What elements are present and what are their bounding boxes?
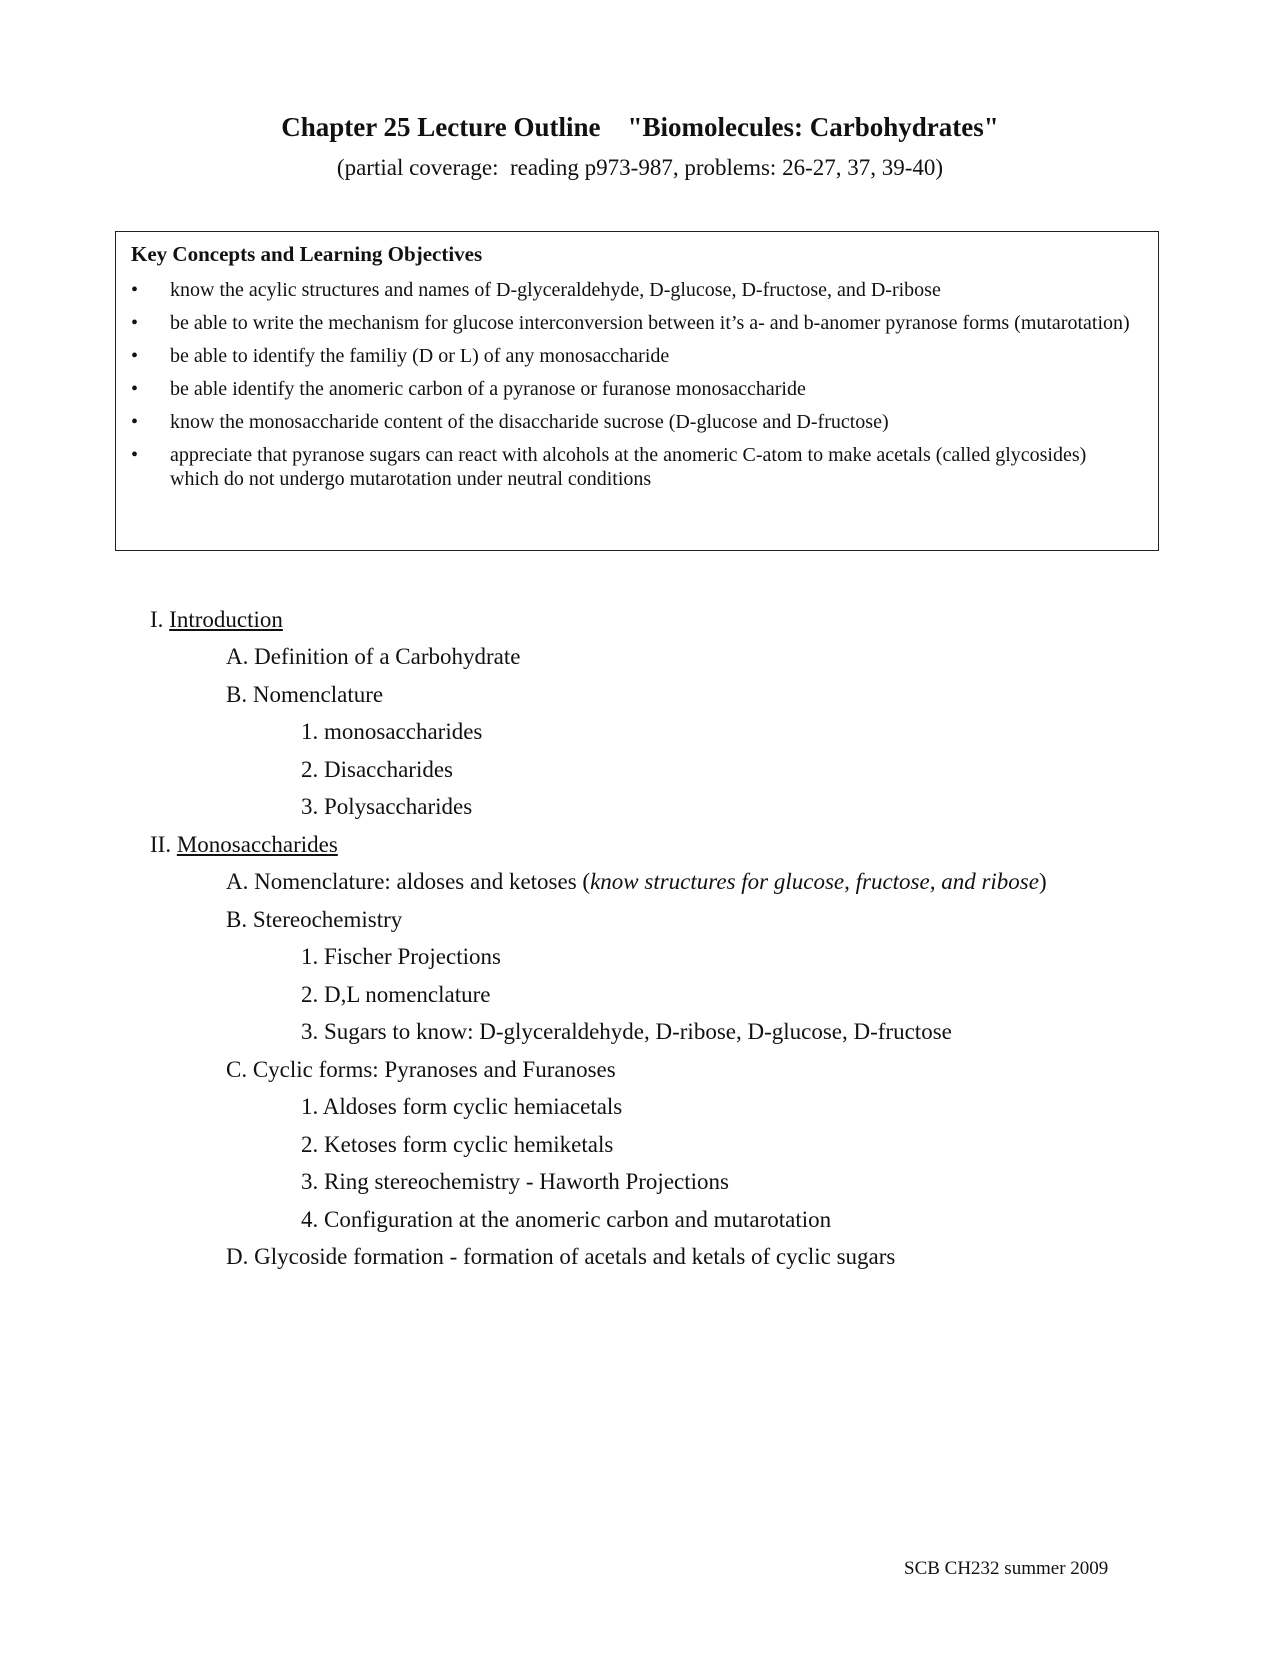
- objective-item: [116, 278, 1156, 302]
- page-title: Chapter 25 Lecture Outline "Biomolecules: Carbohydrates": [281, 112, 999, 142]
- objectives-heading: Key Concepts and Learning Objectives: [131, 242, 483, 266]
- outline-subitem: [301, 1132, 613, 1158]
- coverage-subtitle: (partial coverage: reading p973-987, problems: 26-27, 37, 39-40): [336, 155, 944, 180]
- outline-text: Polysaccharides: [324, 794, 473, 819]
- outline-number: 1.: [301, 944, 319, 969]
- outline-subitem: [301, 719, 482, 745]
- objective-item: [116, 377, 1156, 401]
- outline-number: I.: [150, 607, 164, 632]
- outline-italic-note: know structures for glucose, fructose, and ribose: [590, 869, 1039, 894]
- outline-section-title: Monosaccharides: [176, 832, 338, 857]
- outline-number: II.: [150, 832, 172, 857]
- outline-subitem: [301, 1169, 729, 1195]
- outline-text: D,L nomenclature: [324, 982, 491, 1007]
- outline-subitem: [301, 1019, 952, 1045]
- outline-text: Cyclic forms: Pyranoses and Furanoses: [252, 1057, 616, 1082]
- outline-text: monosaccharides: [324, 719, 483, 744]
- outline-subitem: [301, 757, 453, 783]
- bullet-icon: •: [131, 444, 139, 466]
- outline-number: A.: [226, 644, 249, 669]
- outline-number: 3.: [301, 794, 319, 819]
- objective-text: be able to identify the familiy (D or L) of any monosaccharide: [170, 345, 670, 367]
- outline-item: [226, 644, 520, 670]
- outline-number: C.: [226, 1057, 248, 1082]
- outline-section-monosaccharides: [150, 832, 338, 858]
- bullet-icon: •: [131, 279, 139, 301]
- page-footer: SCB CH232 summer 2009: [904, 1558, 1109, 1579]
- bullet-icon: •: [131, 345, 139, 367]
- outline-subitem: [301, 1207, 831, 1233]
- outline-item: [226, 907, 402, 933]
- objective-item: [116, 410, 1156, 434]
- objective-text: know the acylic structures and names of D-glyceraldehyde, D-glucose, D-fructose, and D-ribose: [170, 279, 941, 301]
- outline-number: B.: [226, 907, 248, 932]
- outline-item: [226, 682, 383, 708]
- outline-number: 2.: [301, 757, 319, 782]
- outline-section-introduction: [150, 607, 283, 633]
- outline-number: 1.: [301, 1094, 319, 1119]
- outline-item: [226, 1244, 895, 1270]
- outline-number: 2.: [301, 1132, 319, 1157]
- outline-subitem: [301, 944, 501, 970]
- outline-item: [226, 1057, 616, 1083]
- outline-number: 2.: [301, 982, 319, 1007]
- outline-text: Sugars to know: D-glyceraldehyde, D-ribose, D-glucose, D-fructose: [324, 1019, 952, 1044]
- outline-text: Nomenclature: aldoses and ketoses (: [254, 869, 591, 894]
- outline-text-close: ): [1038, 869, 1047, 894]
- outline-text: Ketoses form cyclic hemiketals: [324, 1132, 614, 1157]
- outline-subitem: [301, 1094, 622, 1120]
- objectives-box: [115, 231, 1159, 551]
- bullet-icon: •: [131, 378, 139, 400]
- outline-text: Nomenclature: [252, 682, 384, 707]
- outline-text: Configuration at the anomeric carbon and mutarotation: [324, 1207, 832, 1232]
- bullet-icon: •: [131, 312, 139, 334]
- outline-number: 3.: [301, 1019, 319, 1044]
- outline-text: Stereochemistry: [252, 907, 403, 932]
- objective-text: be able to write the mechanism for glucose interconversion between it’s a- and b-anomer pyranose forms (mutarotation): [170, 312, 1130, 334]
- outline-number: 4.: [301, 1207, 319, 1232]
- outline-text: Definition of a Carbohydrate: [254, 644, 521, 669]
- outline-number: B.: [226, 682, 248, 707]
- objective-item: [116, 344, 1156, 368]
- objective-item: [116, 443, 1156, 491]
- bullet-icon: •: [131, 411, 139, 433]
- outline-subitem: [301, 982, 490, 1008]
- outline-item: [226, 869, 1047, 895]
- objective-text: know the monosaccharide content of the disaccharide sucrose (D-glucose and D-fructose): [170, 411, 889, 433]
- outline-subitem: [301, 794, 472, 820]
- objective-item: [116, 311, 1156, 335]
- outline-text: Fischer Projections: [324, 944, 501, 969]
- outline-text: Ring stereochemistry - Haworth Projections: [324, 1169, 729, 1194]
- objective-text: appreciate that pyranose sugars can react with alcohols at the anomeric C-atom to make acetals (called glycosides) which do not undergo mutarotation under neutral conditions: [170, 444, 1087, 490]
- objectives-list: [116, 278, 1156, 500]
- outline-text: Disaccharides: [324, 757, 453, 782]
- outline-number: D.: [226, 1244, 249, 1269]
- outline-number: 3.: [301, 1169, 319, 1194]
- outline-section-title: Introduction: [169, 607, 283, 632]
- objective-text: be able identify the anomeric carbon of a pyranose or furanose monosaccharide: [170, 378, 806, 400]
- outline-number: 1.: [301, 719, 319, 744]
- outline-text: Glycoside formation - formation of acetals and ketals of cyclic sugars: [254, 1244, 896, 1269]
- outline-number: A.: [226, 869, 249, 894]
- outline-text: Aldoses form cyclic hemiacetals: [322, 1094, 623, 1119]
